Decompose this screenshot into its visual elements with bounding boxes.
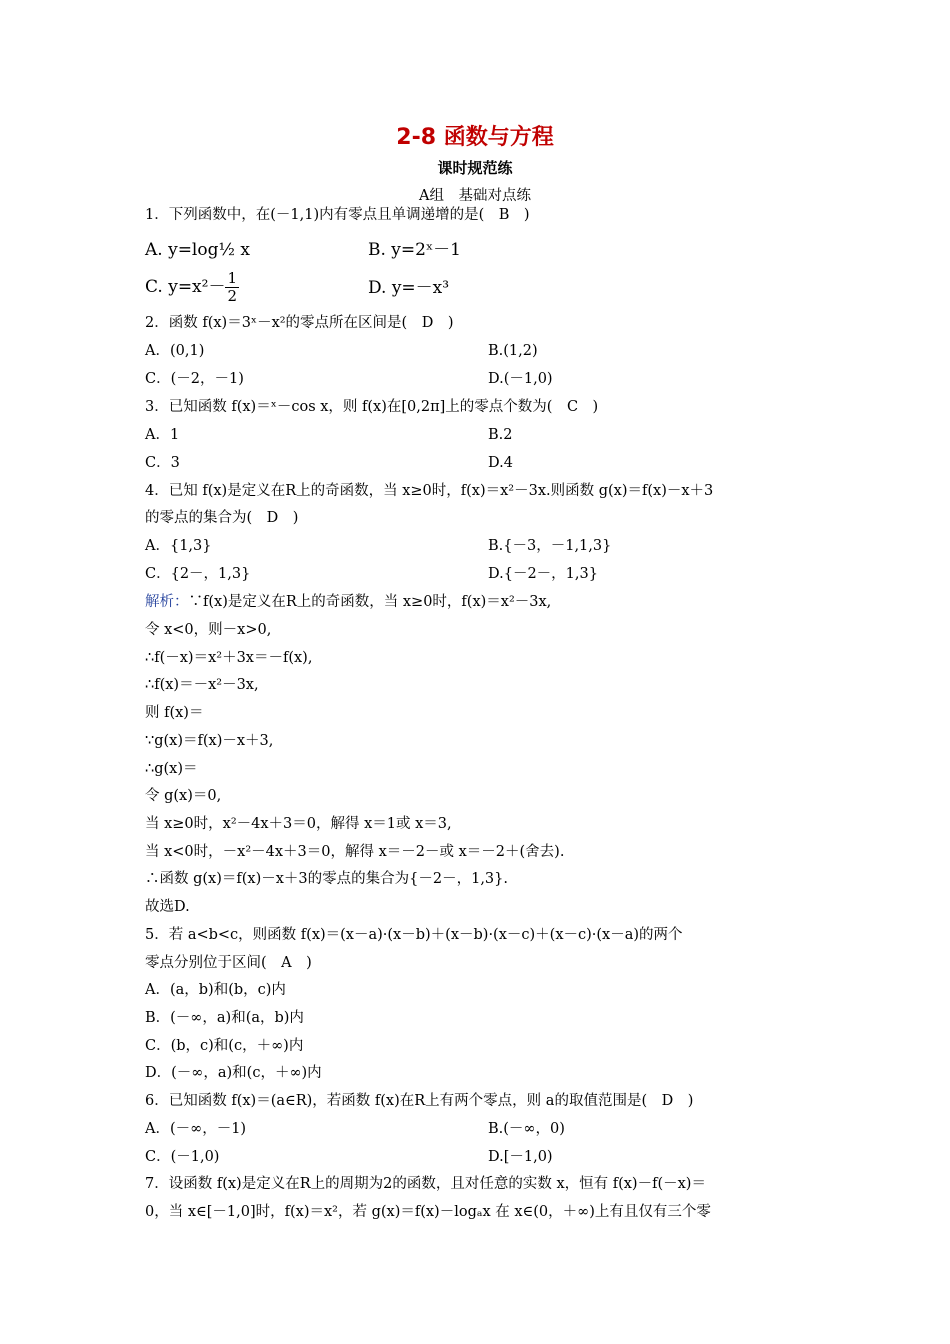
q5-stem-line1: 5．若 a<b<c，则函数 f(x)＝(x－a)·(x－b)＋(x－b)·(x－c)＋(x－c)·(x－a)的两个 [145, 927, 683, 943]
q2-option-b: B.(1,2) [488, 343, 538, 359]
q7-stem-line1: 7．设函数 f(x)是定义在R上的周期为2的函数，且对任意的实数 x，恒有 f(x)－f(－x)＝ [145, 1176, 706, 1192]
q1-stem: 1．下列函数中，在(－1,1)内有零点且单调递增的是( B ) [145, 207, 530, 223]
solution-line: ∴g(x)＝ [145, 761, 198, 777]
q1-option-a: A. y=log½ x [145, 240, 250, 260]
q4-stem-line1: 4．已知 f(x)是定义在R上的奇函数，当 x≥0时，f(x)＝x²－3x.则函数 g(x)＝f(x)－x＋3 [145, 483, 714, 499]
solution-line: ∵g(x)＝f(x)－x＋3, [145, 733, 274, 749]
solution-line: ∴f(x)＝－x²－3x, [145, 677, 259, 693]
q2-option-d: D.(－1,0) [488, 371, 553, 387]
fraction-numerator: 1 [227, 269, 238, 287]
q2-option-a: A．(0,1) [145, 343, 205, 359]
q2-stem: 2．函数 f(x)＝3ˣ－x²的零点所在区间是( D ) [145, 315, 454, 331]
q1-option-c-fraction [225, 270, 239, 305]
solution-line: 令 g(x)＝0, [145, 788, 222, 804]
q5-option-c: C．(b，c)和(c，＋∞)内 [145, 1038, 304, 1054]
q6-option-a: A．(－∞，－1) [145, 1121, 247, 1137]
fraction-denominator: 2 [227, 287, 238, 305]
solution-line: 当 x<0时，－x²－4x＋3＝0，解得 x＝－2－或 x＝－2＋(舍去). [145, 844, 565, 860]
q4-option-b: B.{－3，－1,1,3} [488, 538, 612, 554]
q3-option-d: D.4 [488, 455, 513, 471]
q5-stem-line2: 零点分别位于区间( A ) [145, 955, 312, 971]
solution-label: 解析： [145, 594, 189, 610]
page-title: 2-8 函数与方程 [396, 125, 554, 150]
q4-stem-line2: 的零点的集合为( D ) [145, 510, 299, 526]
q3-option-a: A．1 [145, 427, 180, 443]
q1-option-c-text: C. y=x²－ [145, 277, 226, 297]
solution-line: 当 x≥0时，x²－4x＋3＝0，解得 x＝1或 x＝3, [145, 816, 452, 832]
q5-option-d: D．(－∞，a)和(c，＋∞)内 [145, 1065, 322, 1081]
solution-line: 则 f(x)＝ [145, 705, 204, 721]
q4-option-c: C．{2－，1,3} [145, 566, 251, 582]
solution-line: ∴f(－x)＝x²＋3x＝－f(x), [145, 650, 313, 666]
page-subtitle: 课时规范练 [437, 159, 513, 177]
q5-option-a: A．(a，b)和(b，c)内 [145, 982, 286, 998]
solution-first-line [145, 592, 551, 612]
q6-option-d: D.[－1,0) [488, 1149, 553, 1165]
q6-option-b: B.(－∞，0) [488, 1121, 565, 1137]
q1-option-b: B. y=2ˣ－1 [368, 240, 461, 260]
q3-option-b: B.2 [488, 427, 513, 443]
q7-stem-line2: 0，当 x∈[－1,0]时，f(x)＝x²，若 g(x)＝f(x)－logₐx 在 x∈(0，＋∞)上有且仅有三个零 [145, 1204, 711, 1220]
q3-option-c: C．3 [145, 455, 180, 471]
solution-line: ∴函数 g(x)＝f(x)－x＋3的零点的集合为{－2－，1,3}. [145, 871, 508, 887]
q3-stem: 3．已知函数 f(x)＝ˣ－cos x，则 f(x)在[0,2π]上的零点个数为( C ) [145, 399, 599, 415]
q1-option-c [145, 270, 239, 305]
q5-option-b: B．(－∞，a)和(a，b)内 [145, 1010, 304, 1026]
q4-option-d: D.{－2－，1,3} [488, 566, 598, 582]
q6-option-c: C．(－1,0) [145, 1149, 220, 1165]
q4-option-a: A．{1,3} [145, 538, 212, 554]
q6-stem: 6．已知函数 f(x)＝(a∈R)，若函数 f(x)在R上有两个零点，则 a的取值范围是( D ) [145, 1093, 694, 1109]
q2-option-c: C．(－2，－1) [145, 371, 244, 387]
solution-line: 令 x<0，则－x>0, [145, 622, 272, 638]
group-heading: A组 基础对点练 [419, 188, 531, 204]
solution-first-text: ∵f(x)是定义在R上的奇函数，当 x≥0时，f(x)＝x²－3x, [188, 594, 552, 610]
solution-line: 故选D. [145, 899, 190, 915]
q1-option-d: D. y=－x³ [368, 278, 450, 298]
